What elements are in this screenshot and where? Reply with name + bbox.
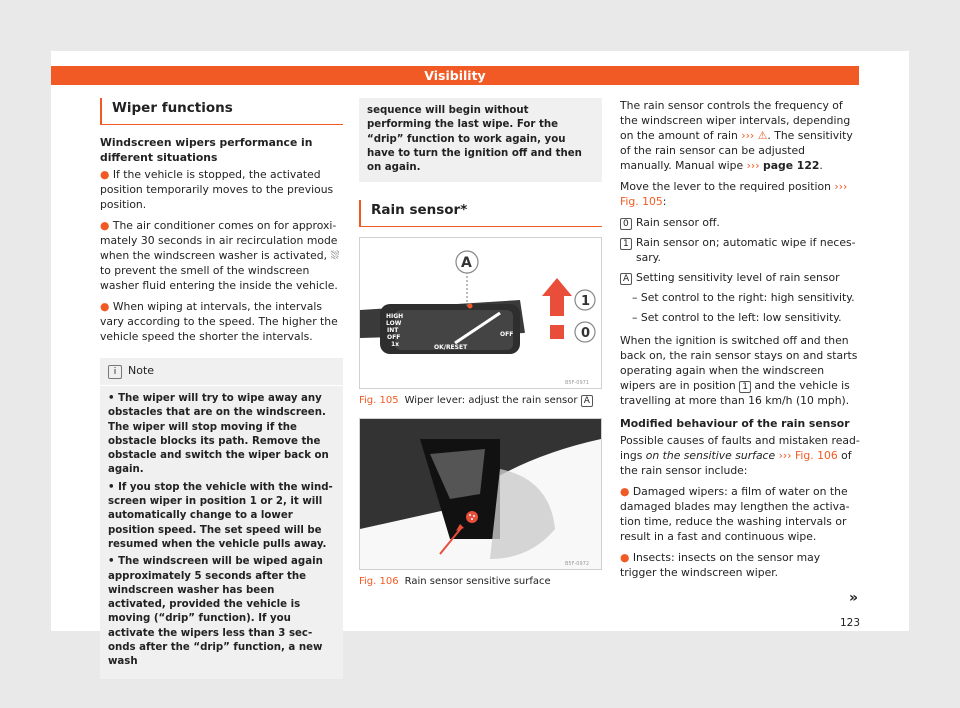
dash-item: – Set control to the right: high sensitivity. — [632, 291, 855, 304]
bullet-icon: ● — [620, 485, 633, 498]
figure-105-caption: Fig. 105 Wiper lever: adjust the rain sensor A — [359, 393, 602, 408]
figure-link[interactable]: Fig. 105 — [620, 195, 663, 208]
callout-1: 1 — [581, 294, 591, 310]
figure-code: B5F-0972 — [565, 561, 590, 568]
figure-code: B5F-0971 — [565, 380, 590, 387]
ref-arrow: ››› — [741, 129, 755, 142]
note-item: • If you stop the vehicle with the windscreen wiper in position 1 or 2, it will automatically change to a lower position speed. The set speed will be resumed when the vehicle pulls away. — [108, 481, 333, 550]
continue-marker: » — [849, 590, 859, 606]
section-title-wiper: Wiper functions — [100, 98, 343, 125]
modified-heading: Modified behaviour of the rain sensor — [620, 417, 850, 430]
dash-item: – Set control to the left: low sensitivity. — [632, 311, 842, 324]
wiper-lever-illustration — [360, 238, 601, 388]
note-item: • The wiper will try to wipe away any obstacles that are on the windscreen. The wiper will stop moving if the obstacle blocks its path. Remove the obstacle and switch the wiper back on again. — [108, 393, 329, 476]
position-badge: A — [581, 395, 593, 407]
info-icon: i — [108, 365, 122, 379]
warning-icon: ⚠ — [757, 129, 768, 142]
trip-label: P — [524, 332, 529, 340]
figure-105-image — [359, 237, 602, 389]
move-paragraph: Move the lever to the required position ››› Fig. 105: — [620, 180, 848, 208]
note-continuation: sequence will begin without performing the last wipe. For the “drip” function to work again, you have to turn the ignition off and then on again. — [359, 98, 602, 182]
bullet-icon: ● — [100, 168, 113, 181]
intro-paragraph: The rain sensor controls the frequency of the windscreen wiper intervals, depending on the amount of rain ››› ⚠. The sensitivity of the rain sensor can be adjusted manually. Manual wipe ››› page 122. — [620, 99, 853, 172]
bullet-item: ● If the vehicle is stopped, the activated position temporarily moves to the previous position. — [100, 168, 334, 211]
bullet-item: ● The air conditioner comes on for approximately 30 seconds in air recirculation mode when the windscreen washer is activated, ⛆ to prevent the smell of the windscreen washer fluid entering the inside the vehicle. — [100, 219, 340, 292]
position-item: 1 Rain sensor on; automatic wipe if necessary. — [620, 235, 860, 265]
figure-106-image — [359, 418, 602, 570]
figure-link[interactable]: Fig. 106 — [794, 449, 838, 462]
lever-label: OFF — [387, 334, 401, 342]
column-2 — [359, 98, 602, 599]
column-3 — [620, 98, 860, 586]
section-title-rain-sensor: Rain sensor* — [359, 200, 602, 227]
callout-a: A — [461, 255, 472, 272]
trip-label: R — [524, 318, 529, 326]
page-link[interactable]: page 122 — [762, 159, 820, 172]
trip-label: T — [524, 311, 529, 319]
bullet-icon: ● — [620, 551, 633, 564]
section-banner: Visibility — [51, 66, 859, 85]
subheading: Windscreen wipers performance in different situations — [100, 136, 313, 164]
figure-106-caption: Fig. 106 Rain sensor sensitive surface — [359, 576, 551, 588]
bullet-item: ● When wiping at intervals, the intervals vary according to the speed. The higher the vehicle speed the shorter the intervals. — [100, 300, 338, 343]
off-label: OFF — [500, 331, 514, 339]
lever-label: HIGH — [386, 313, 404, 321]
lever-label: 1x — [391, 341, 400, 349]
modified-paragraph: Possible causes of faults and mistaken readings on the sensitive surface ››› Fig. 106 of the rain sensor include: — [620, 434, 860, 477]
bullet-item: ● Insects: insects on the sensor may trigger the windscreen wiper. — [620, 551, 821, 579]
lever-label: INT — [387, 327, 399, 335]
rain-sensor-illustration — [360, 419, 601, 569]
page-number: 123 — [840, 617, 861, 629]
bullet-icon: ● — [100, 300, 113, 313]
position-item: 0 Rain sensor off. — [620, 215, 860, 230]
bullet-icon: ● — [100, 219, 113, 232]
ignition-paragraph: When the ignition is switched off and then back on, the rain sensor stays on and starts operating again when the windscreen wipers are in position 1 and the vehicle is travelling at more than 16 km/h (10 mph). — [620, 334, 858, 407]
note-box — [100, 358, 343, 679]
okreset-label: OK/RESET — [434, 344, 468, 352]
note-heading: i Note — [100, 358, 343, 386]
trip-label: I — [525, 325, 528, 333]
callout-0: 0 — [581, 326, 591, 342]
position-item: A Setting sensitivity level of rain sensor — [620, 270, 860, 285]
lever-label: LOW — [386, 320, 402, 328]
note-item: • The windscreen will be wiped again approximately 5 seconds after the windscreen washer has been activated, provided the vehicle is moving (“drip” function). If you activate the wipers less than 3 seconds after the “drip” function, a new wash — [108, 556, 323, 668]
column-1 — [100, 98, 343, 679]
bullet-item: ● Damaged wipers: a film of water on the damaged blades may lengthen the activation time, reduce the washing intervals or result in a fast and continuous wipe. — [620, 485, 850, 543]
